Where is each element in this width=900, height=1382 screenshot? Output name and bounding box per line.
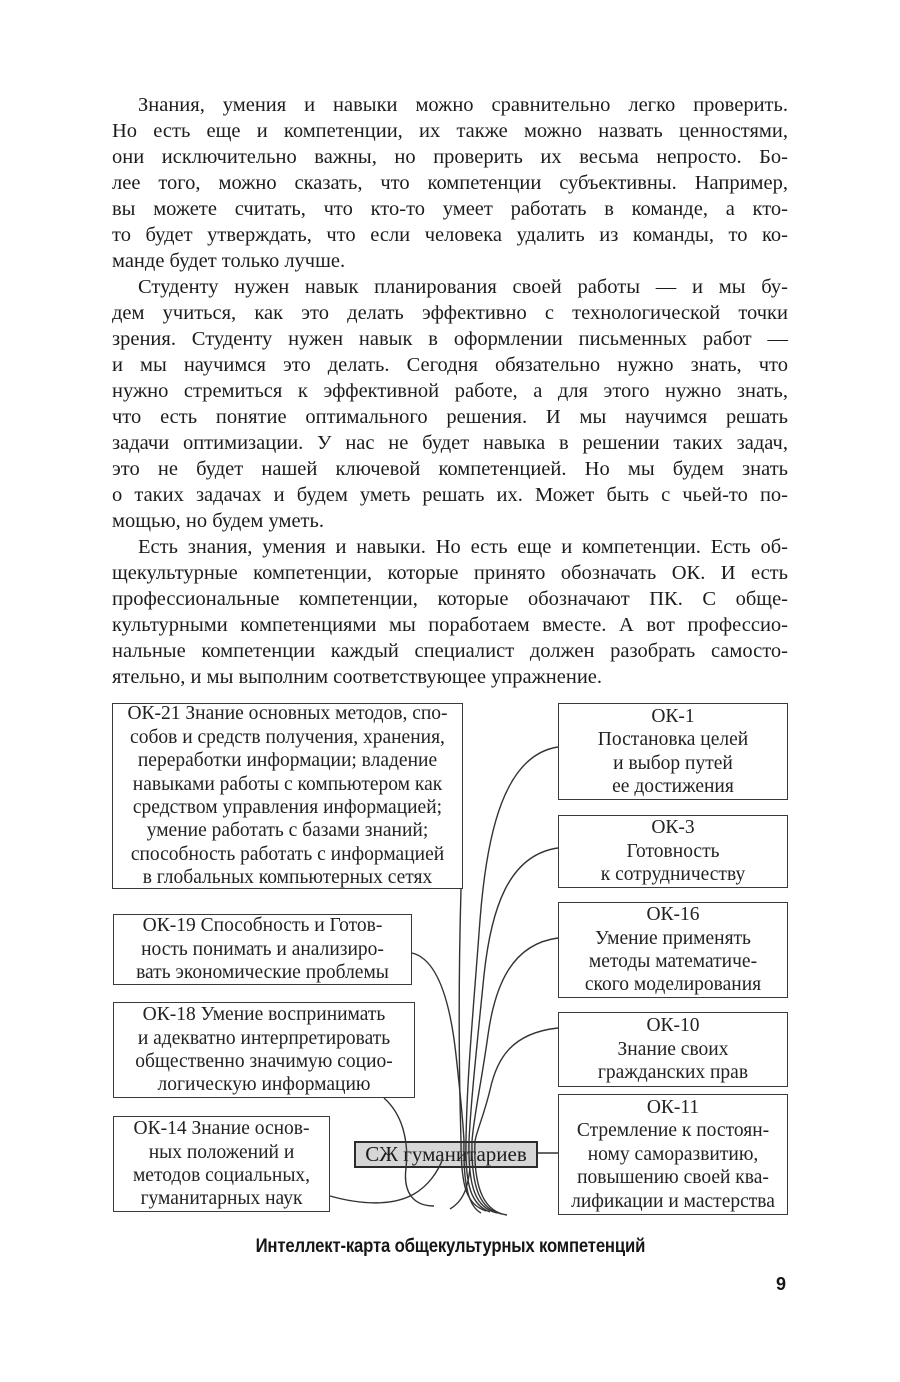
paragraph-line: о таких задачах и будем уметь решать их. Может быть с чьей-то по- (112, 484, 788, 506)
competency-box-line: ОК-10 (646, 1015, 700, 1037)
paragraph-line: Студенту нужен навык планирования своей работы — и мы бу- (138, 276, 788, 298)
paragraph-line: дем учиться, как это делать эффективно с технологической точки (112, 302, 788, 324)
competency-box-line: вать экономические проблемы (136, 962, 389, 984)
paragraph-line: мощью, но будем уметь. (112, 510, 324, 532)
competency-box-line: повышению своей ква- (577, 1167, 769, 1189)
branch-ok10 (475, 1028, 558, 1215)
competency-box-line: ность понимать и анализиро- (141, 938, 384, 960)
competency-box-ok14 (113, 1116, 330, 1212)
competency-box-line: ОК-11 (646, 1096, 700, 1118)
paragraph-line: зрения. Студенту нужен навык в оформлении письменных работ — (112, 328, 788, 350)
competency-box-line: общественно значимую социо- (135, 1051, 393, 1072)
paragraph-line: профессиональные компетенции, которые обозначают ПК. С обще- (112, 588, 788, 610)
paragraph-line: вы можете считать, что кто-то умеет работать в команде, а кто- (112, 198, 788, 220)
competency-box-line: ОК-14 Знание основ- (133, 1118, 310, 1140)
competency-box-line: Готовность (626, 840, 720, 862)
competency-box-ok11 (558, 1094, 788, 1215)
competency-box-line: способность работать с информацией (130, 843, 445, 865)
paragraph-line: Знания, умения и навыки можно сравнительно легко проверить. (138, 94, 788, 116)
competency-box-line: навыками работы с компьютером как (132, 773, 443, 795)
competency-box-ok19 (113, 914, 412, 985)
competency-box-ok18 (113, 1002, 415, 1098)
page-number: 9 (775, 1274, 786, 1294)
competency-box-line: Умение применять (595, 927, 751, 949)
competency-box-line: к сотрудничеству (600, 864, 746, 886)
paragraph-line: лее того, можно сказать, что компетенции субъективны. Например, (112, 172, 788, 194)
competency-box-line: Постановка целей (597, 729, 749, 751)
branch-ok19 (412, 953, 481, 1213)
competency-box-line: ОК-1 (651, 705, 695, 727)
competency-box-line: собов и средств получения, хранения, (130, 726, 445, 748)
competency-box-line: ОК-16 (646, 904, 700, 926)
competency-box-line: логическую информацию (157, 1074, 371, 1096)
competency-box-line: ному саморазвитию, (587, 1143, 759, 1165)
paragraph-line: они исключительно важны, но проверить их весьма непросто. Бо- (112, 146, 788, 168)
competency-box-line: гражданских прав (597, 1062, 749, 1084)
branch-ok16 (472, 938, 558, 1214)
paragraph-line: то будет утверждать, что если человека удалить из команды, то ко- (112, 224, 788, 246)
competency-box-line: гуманитарных наук (140, 1188, 303, 1210)
competency-box-ok16 (558, 902, 788, 998)
competency-box-line: средством управления информацией; (132, 797, 443, 818)
competency-box-line: Знание своих (617, 1038, 729, 1060)
competency-box-line: ОК-21 Знание основных методов, спо- (127, 703, 448, 725)
competency-box-line: ского моделирования (584, 974, 762, 996)
competency-box-ok10 (558, 1012, 788, 1087)
figure-caption-text: Интеллект-карта общекультурных компетенций (255, 1236, 645, 1257)
paragraph-line: манде будет только лучше. (112, 250, 346, 272)
competency-box-line: и выбор путей (613, 752, 733, 774)
competency-box-line: и адекватно интерпретировать (137, 1027, 391, 1049)
paragraph-line: ятельно, и мы выполним соответствующее упражнение. (112, 666, 603, 688)
paragraph-line: культурными компетенциями мы поработаем вместе. А вот профессио- (112, 614, 788, 636)
body-text (112, 92, 788, 690)
competency-box-line: переработки информации; владение (137, 750, 438, 772)
paragraph-line: нальные компетенции каждый специалист должен разобрать самосто- (112, 640, 788, 662)
paragraph-line: это не будет нашей ключевой компетенцией. Но мы будем знать (112, 458, 788, 480)
paragraph-line: щекультурные компетенции, которые принято обозначать ОК. И есть (112, 562, 788, 584)
paragraph-line: Есть знания, умения и навыки. Но есть еще и компетенции. Есть об- (138, 536, 788, 558)
figure-caption (112, 1236, 788, 1258)
competency-box-line: ее достижения (612, 775, 734, 797)
competency-box-line: методов социальных, (132, 1165, 311, 1186)
competency-box-line: ОК-19 Способность и Готов- (142, 915, 383, 937)
paragraph-line: нужно стремиться к эффективной работе, а для этого нужно знать, (112, 380, 788, 402)
paragraph-line: задачи оптимизации. У нас не будет навыка в решении таких задач, (112, 432, 788, 454)
competency-box-line: ных положений и (148, 1141, 295, 1163)
root-curl-left (450, 1167, 470, 1209)
paragraph-line: Но есть еще и компетенции, их также можно назвать ценностями, (112, 120, 788, 142)
competency-box-line: методы математиче- (588, 951, 758, 972)
competency-box-ok1 (558, 703, 788, 800)
competency-box-ok21 (112, 703, 463, 889)
competency-box-ok3 (558, 815, 788, 888)
paragraph-line: и мы научимся это делать. Сегодня обязательно нужно знать, что (112, 354, 788, 376)
competency-box-line: ОК-3 (651, 817, 695, 839)
competency-box-line: Стремление к постоян- (576, 1120, 770, 1142)
central-topic: СЖ гуманитариев (354, 1141, 538, 1168)
competency-box-line: умение работать с базами знаний; (146, 820, 429, 842)
competency-box-line: лификации и мастерства (571, 1190, 775, 1212)
paragraph-line: что есть понятие оптимального решения. И мы научимся решать (112, 406, 788, 428)
competency-box-line: ОК-18 Умение воспринимать (142, 1004, 386, 1026)
competency-box-line: в глобальных компьютерных сетях (142, 867, 433, 889)
